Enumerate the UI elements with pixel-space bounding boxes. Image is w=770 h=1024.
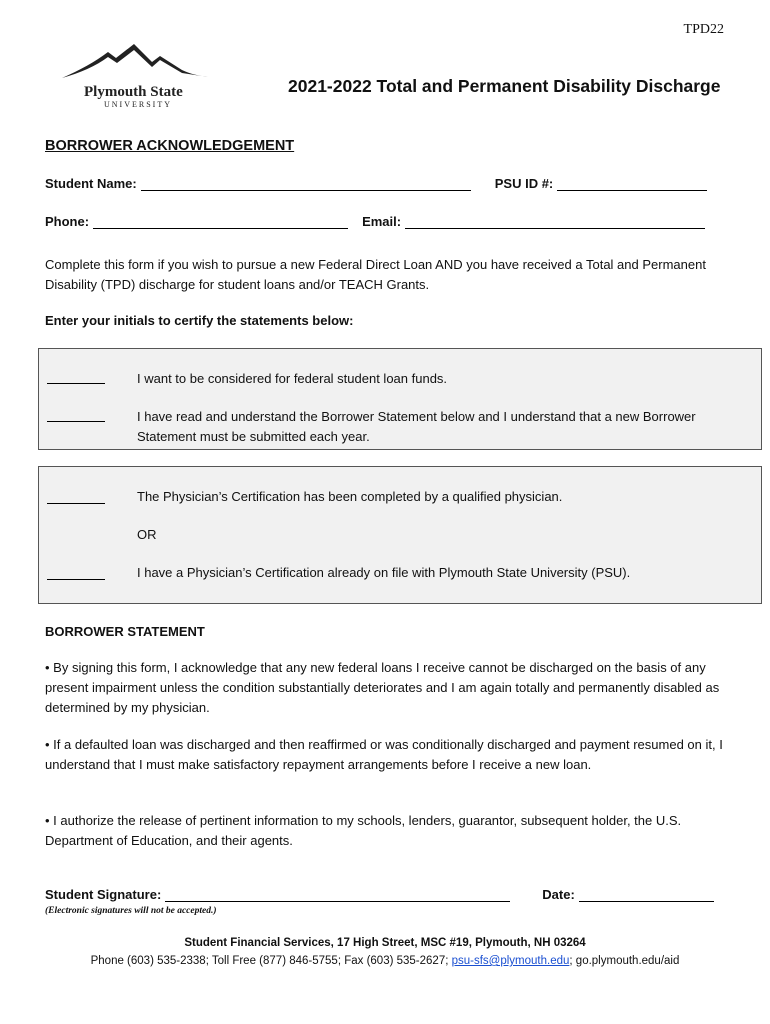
statement-physician: The Physician’s Certification has been completed by a qualified physician. (137, 489, 563, 504)
signature-label: Student Signature: (45, 887, 162, 902)
certification-box-2 (38, 466, 762, 604)
initials-field[interactable] (47, 503, 105, 504)
email-field[interactable] (405, 215, 705, 229)
form-code: TPD22 (683, 22, 724, 37)
logo-sub: UNIVERSITY (104, 100, 172, 109)
psu-id-field[interactable] (557, 177, 707, 191)
signature-note: (Electronic signatures will not be accepted.) (45, 906, 217, 916)
student-name-label: Student Name: (45, 176, 137, 191)
footer-email-link[interactable]: psu-sfs@plymouth.edu (451, 955, 570, 967)
initials-field[interactable] (47, 421, 105, 422)
phone-field[interactable] (93, 215, 348, 229)
date-label: Date: (542, 887, 575, 902)
certification-box-1 (38, 348, 762, 450)
footer-web: ; go.plymouth.edu/aid (569, 955, 680, 967)
statement-on-file: I have a Physician’s Certification already on file with Plymouth State University (PSU). (137, 565, 631, 580)
or-text: OR (137, 527, 157, 542)
psu-id-label: PSU ID #: (494, 176, 554, 191)
contact-row (45, 214, 705, 229)
bullet-3: • I authorize the release of pertinent information to my schools, lenders, guarantor, subsequent holder, the U.S. Department of Education, and their agents. (45, 813, 682, 848)
email-label: Email: (362, 214, 402, 229)
initials-prompt: Enter your initials to certify the statements below: (45, 313, 354, 328)
signature-row (45, 887, 714, 902)
footer-contact (0, 955, 770, 967)
bullet-1: • By signing this form, I acknowledge that any new federal loans I receive cannot be discharged on the basis of any present impairment unless the condition substantially deteriorates and I am again totally and permanently disabled as determined by my physician. (45, 660, 720, 715)
logo-name: Plymouth State (84, 84, 183, 100)
statement-funds: I want to be considered for federal student loan funds. (137, 371, 448, 386)
signature-field[interactable] (165, 888, 510, 902)
phone-label: Phone: (45, 214, 90, 229)
footer-address: Student Financial Services, 17 High Street, MSC #19, Plymouth, NH 03264 (184, 937, 586, 949)
intro-paragraph: Complete this form if you wish to pursue a new Federal Direct Loan AND you have received a Total and Permanent Disability (TPD) discharge for student loans and/or TEACH Grants. (45, 257, 706, 292)
university-logo (60, 40, 210, 114)
bullet-2: • If a defaulted loan was discharged and then reaffirmed or was conditionally discharged and payment resumed on it, I understand that I must make satisfactory repayment arrangements before I receive a new loan. (45, 737, 723, 772)
statement-borrower: I have read and understand the Borrower Statement below and I understand that a new Borrower Statement must be submitted each year. (137, 409, 696, 444)
form-title: 2021-2022 Total and Permanent Disability Discharge (288, 76, 721, 96)
statement-heading: BORROWER STATEMENT (45, 624, 205, 639)
date-field[interactable] (579, 888, 714, 902)
footer-phones: Phone (603) 535-2338; Toll Free (877) 846-5755; Fax (603) 535-2627; (90, 955, 452, 967)
student-name-field[interactable] (141, 177, 471, 191)
initials-field[interactable] (47, 383, 105, 384)
acknowledgement-heading: BORROWER ACKNOWLEDGEMENT (45, 138, 295, 154)
initials-field[interactable] (47, 579, 105, 580)
student-row (45, 176, 707, 191)
